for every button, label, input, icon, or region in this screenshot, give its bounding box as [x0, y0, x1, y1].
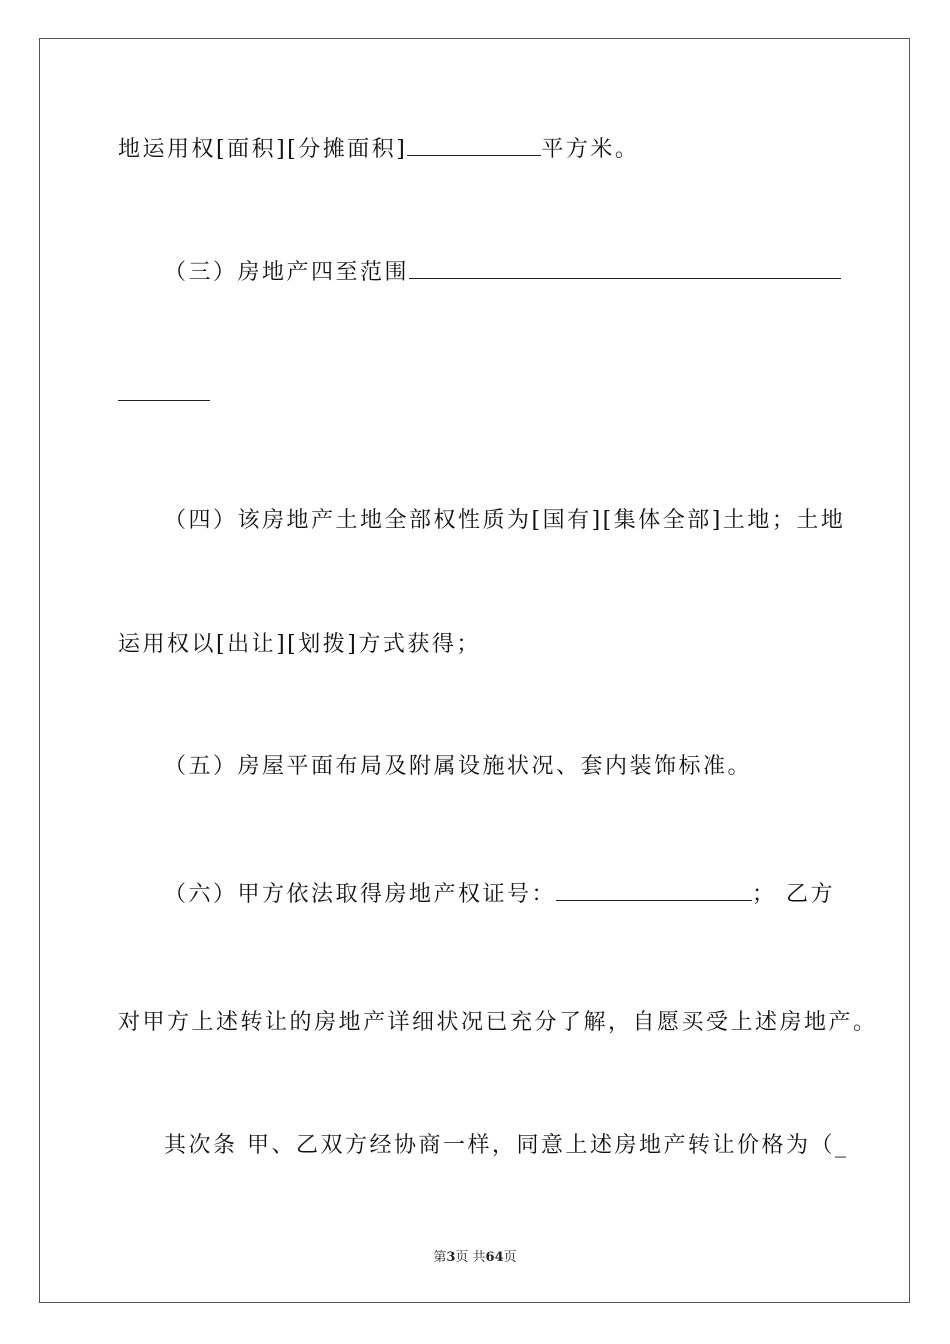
line-1-text: 地运用权[面积][分摊面积] [118, 137, 408, 162]
line-7-text: （六）甲方依法取得房地产权证号： [164, 882, 557, 907]
line-5-text: 运用权以[出让][划拨]方式获得； [118, 632, 481, 657]
line-9-text: 其次条 甲、乙双方经协商一样，同意上述房地产转让价格为（_ [164, 1133, 849, 1158]
paragraph-line-4 [164, 506, 845, 536]
line-2-text: （三）房地产四至范围 [164, 260, 410, 285]
paragraph-line-8 [118, 1008, 878, 1038]
area-blank-field[interactable] [407, 135, 541, 156]
footer-mid: 页 共 [455, 1250, 486, 1265]
footer-suffix: 页 [503, 1250, 517, 1265]
page-border [39, 38, 910, 1303]
footer-total-pages: 64 [485, 1250, 504, 1265]
certificate-number-blank-field[interactable] [556, 880, 752, 901]
line-1-suffix: 平方米。 [541, 137, 640, 162]
paragraph-line-6 [164, 752, 752, 782]
paragraph-line-5 [118, 630, 481, 660]
page-footer [0, 1246, 950, 1265]
line-7-suffix: ； 乙方 [752, 882, 836, 907]
footer-current-page: 3 [446, 1250, 456, 1265]
paragraph-line-3 [118, 380, 210, 410]
paragraph-line-7 [164, 880, 835, 910]
line-4-text: （四）该房地产土地全部权性质为[国有][集体全部]土地；土地 [164, 508, 846, 533]
paragraph-line-2 [164, 258, 841, 288]
paragraph-line-1 [118, 135, 639, 165]
footer-prefix: 第 [433, 1250, 447, 1265]
paragraph-line-9 [164, 1131, 849, 1161]
line-6-text: （五）房屋平面布局及附属设施状况、套内装饰标准。 [164, 754, 753, 779]
boundary-blank-continuation[interactable] [118, 380, 210, 401]
boundary-blank-field[interactable] [409, 258, 841, 279]
line-8-text: 对甲方上述转让的房地产详细状况已充分了解，自愿买受上述房地产。 [118, 1010, 878, 1035]
